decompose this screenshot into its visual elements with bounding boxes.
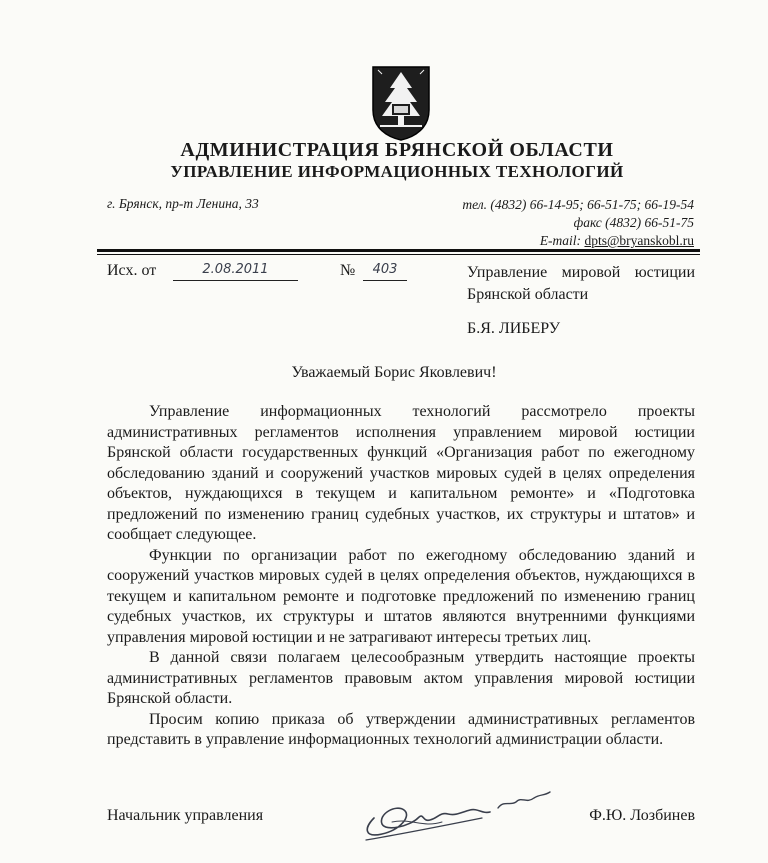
outgoing-number-handwritten: 403 xyxy=(363,261,407,281)
body-paragraph: Функции по организации работ по ежегодному обследованию зданий и сооружений участков мировых судей в целях определения объектов, нуждающихся в текущем и капитальном ремонте и подготовке предложений по изменению границ судебных участков, их структуры и штатов являются внутренними функциями управления мировой юстиции и не затрагивают интересы третьих лиц. xyxy=(107,546,695,646)
email-line xyxy=(462,232,694,250)
outgoing-label: Исх. от xyxy=(107,262,157,279)
outgoing-date-handwritten: 2.08.2011 xyxy=(173,261,298,281)
organization-name: АДМИНИСТРАЦИЯ БРЯНСКОЙ ОБЛАСТИ xyxy=(180,139,614,161)
salutation: Уважаемый Борис Яковлевич! xyxy=(291,364,497,381)
fax-number: факс (4832) 66-51-75 xyxy=(573,215,694,230)
recipient-name: Б.Я. ЛИБЕРУ xyxy=(467,320,561,337)
email-label: E-mail: xyxy=(539,233,582,248)
body-paragraph: Просим копию приказа об утверждении административных регламентов представить в управление информационных технологий администрации области. xyxy=(107,710,695,748)
bryansk-coat-of-arms-emblem xyxy=(370,64,432,142)
recipient-organization: Управление мировой юстиции Брянской области xyxy=(467,264,695,303)
email-link[interactable]: dpts@bryanskobl.ru xyxy=(584,233,694,248)
department-name: УПРАВЛЕНИЕ ИНФОРМАЦИОННЫХ ТЕХНОЛОГИЙ xyxy=(170,162,624,181)
handwritten-signature xyxy=(352,782,562,846)
number-label: № xyxy=(340,262,356,279)
signatory-name: Ф.Ю. Лозбинев xyxy=(589,807,695,824)
contact-block xyxy=(462,196,694,250)
header-divider-thick xyxy=(97,249,700,252)
header-divider-thin xyxy=(97,254,700,255)
phone-numbers: тел. (4832) 66-14-95; 66-51-75; 66-19-54 xyxy=(462,197,694,212)
letter-body xyxy=(107,402,695,751)
signatory-title: Начальник управления xyxy=(107,807,264,824)
postal-address: г. Брянск, пр-т Ленина, 33 xyxy=(107,196,259,211)
body-paragraph: Управление информационных технологий рассмотрело проекты административных регламентов исполнения управлением мировой юстиции Брянской области государственных функций «Организация работ по ежегодному обследованию зданий и сооружений участков мировых судей в целях определения объектов, нуждающихся в текущем и капитальном ремонте» и «Подготовка предложений по изменению границ судебных участков, их структуры и штатов» и сообщает следующее. xyxy=(107,403,695,543)
body-paragraph: В данной связи полагаем целесообразным утвердить настоящие проекты административных регламентов правовым актом управления мировой юстиции Брянской области. xyxy=(107,649,695,707)
